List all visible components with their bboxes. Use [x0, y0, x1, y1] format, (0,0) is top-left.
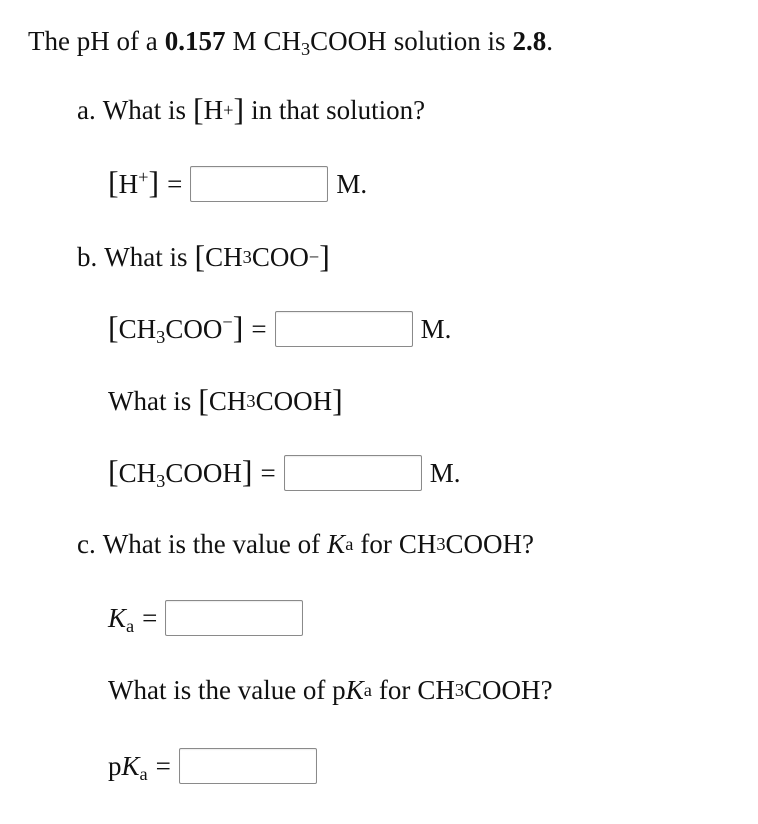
acetic-acid-input[interactable] [284, 455, 422, 491]
acetate-label: $[CH_3COO^-]$ [108, 310, 244, 348]
concentration-value: 0.157 [164, 26, 226, 56]
acetic-acid-answer-row: $[CH_3COOH]$ = M. [108, 454, 461, 492]
part-c-label: c. [77, 529, 96, 559]
h-ion-label: [H+] [108, 165, 160, 200]
part-c-question: c. What is the value of K a for CH 3 COOH ? [77, 529, 535, 559]
unit-label: M. [429, 458, 461, 488]
intro-text: The pH of a [28, 26, 158, 56]
unit-label: M. [336, 169, 368, 199]
acetic-acid-label: $[CH_3COOH]$ [108, 454, 253, 492]
pka-question: What is the value of p K a for CH 3 COOH ? [108, 675, 553, 705]
problem-statement: The pH of a 0.157 M $CH_3COOH$ solution is 2.8 . [28, 26, 553, 60]
pka-label: $pK_a$ [108, 751, 148, 785]
h-ion-input[interactable] [190, 166, 328, 202]
ph-value: 2.8 [512, 26, 547, 56]
ka-input[interactable] [165, 600, 303, 636]
acetate-input[interactable] [275, 311, 413, 347]
pka-answer-row: $pK_a$ = [108, 748, 317, 784]
part-b-label: b. [77, 242, 98, 272]
acid-formula: $CH_3COOH$ [263, 26, 387, 60]
acetate-answer-row: $[CH_3COO^-]$ = M. [108, 310, 452, 348]
part-a-label: a. [77, 95, 96, 125]
part-a-question: a. What is [ H + ] in that solution? [77, 92, 426, 128]
pka-input[interactable] [179, 748, 317, 784]
ka-answer-row: $K_a$ = [108, 600, 303, 636]
acetic-acid-question: What is [ CH 3 COOH ] [108, 383, 343, 419]
unit-label: M. [420, 314, 452, 344]
molar-unit: M [232, 26, 257, 56]
ka-label: $K_a$ [108, 603, 135, 637]
part-a-answer-row: [H+] = M. [108, 165, 368, 200]
part-b-question: b. What is [ CH 3 COO − ] [77, 239, 330, 275]
intro-middle-text: solution is [393, 26, 506, 56]
